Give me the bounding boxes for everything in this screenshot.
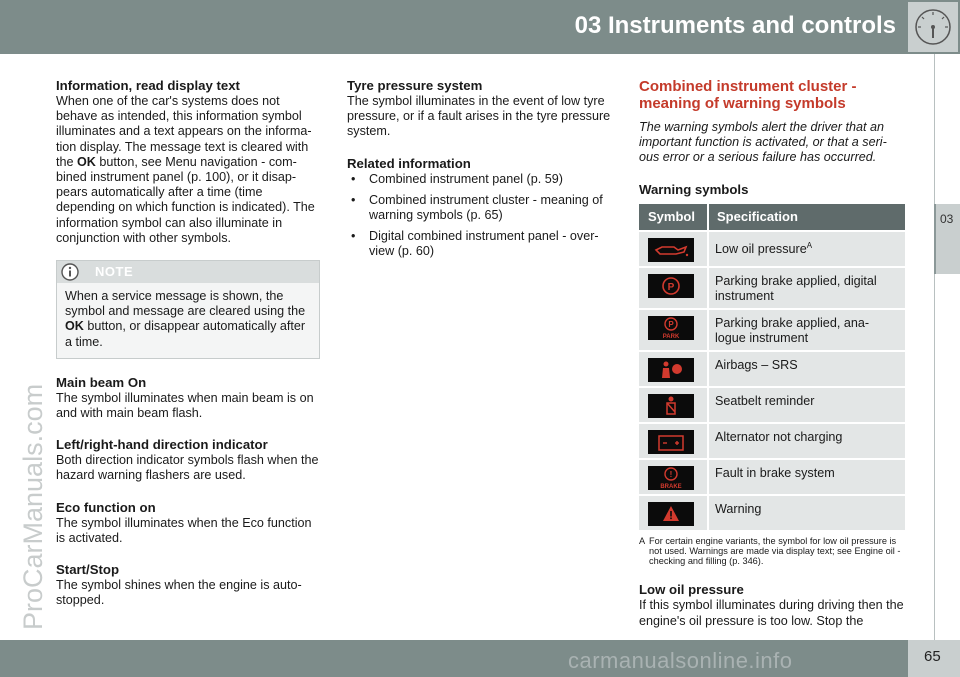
note-label: NOTE	[95, 264, 134, 280]
footnote-text: For certain engine variants, the symbol for low oil pressure is not used. Warnings are made via display text; see Engine oil - checking and filling (p. 346).	[649, 536, 901, 567]
paragraph-main-beam: The symbol illuminates when main beam is on and with main beam flash.	[56, 390, 314, 421]
heading-eco: Eco function on	[56, 499, 156, 515]
row-spec: Airbags – SRS	[709, 352, 905, 386]
parking-brake-analogue-icon	[648, 316, 694, 340]
related-link[interactable]: • Combined instrument cluster - meaning of warning symbols (p. 65)	[347, 193, 613, 223]
note-text: When a service message is shown, the symbol and message are cleared using the OK button, or disappear automatically after a time.	[65, 289, 306, 349]
brake-fault-icon	[648, 466, 694, 490]
related-link[interactable]: • Digital combined instrument panel - over-view (p. 60)	[347, 229, 613, 259]
table-row	[639, 496, 905, 530]
heading-start-stop: Start/Stop	[56, 562, 120, 578]
footnote	[639, 536, 905, 566]
battery-icon	[648, 430, 694, 454]
side-watermark: ProCarManuals.com	[18, 383, 48, 630]
row-spec: Low oil pressure$^A$	[709, 232, 905, 266]
side-divider	[934, 54, 935, 640]
heading-tyre: Tyre pressure system	[347, 78, 483, 93]
column-header-symbol: Symbol	[639, 204, 709, 230]
table-row	[639, 232, 905, 266]
footer-watermark: carmanualsonline.info	[568, 648, 793, 673]
table-row	[639, 310, 905, 350]
heading-direction: Left/right-hand direction indicator	[56, 437, 268, 453]
table-row	[639, 388, 905, 422]
page-footer	[0, 640, 960, 677]
footnote-mark: A	[639, 536, 646, 547]
page-number: 65	[924, 648, 941, 665]
note-header	[57, 261, 319, 283]
paragraph-direction: Both direction indicator symbols flash when the hazard warning flashers are used.	[56, 453, 319, 483]
page-header	[0, 0, 960, 54]
related-link[interactable]: • Combined instrument panel (p. 59)	[347, 172, 613, 187]
svg-text:!: !	[669, 470, 673, 480]
oil-can-icon	[648, 238, 694, 262]
row-spec: Parking brake applied, digital instrument	[709, 268, 905, 308]
svg-text:P: P	[668, 320, 674, 330]
row-spec: Parking brake applied, ana-logue instrument	[709, 310, 905, 350]
svg-text:BRAKE: BRAKE	[660, 484, 682, 491]
paragraph-start-stop: The symbol shines when the engine is auto-stopped.	[56, 578, 302, 608]
heading-low-oil: Low oil pressure	[639, 582, 744, 598]
chapter-tab-label: 03	[940, 212, 954, 226]
seatbelt-icon	[648, 394, 694, 418]
airbag-icon	[648, 358, 694, 382]
warning-triangle-icon	[648, 502, 694, 526]
table-header	[639, 204, 905, 230]
svg-text:P: P	[667, 281, 675, 293]
chapter-title: 03 Instruments and controls	[574, 12, 896, 39]
parking-brake-digital-icon	[648, 274, 694, 298]
section-intro: The warning symbols alert the driver that an important function is activated, or that a seri-ous error or a serious failure has occurred.	[639, 120, 887, 165]
table-row	[639, 352, 905, 386]
row-spec: Warning	[709, 496, 905, 530]
chapter-tab[interactable]	[934, 204, 960, 274]
column-3	[639, 78, 905, 629]
heading-information: Information, read display text	[56, 78, 240, 93]
row-spec: Seatbelt reminder	[709, 388, 905, 422]
paragraph-information: When one of the car's systems does not behave as intended, this information symbol illuminates and a text appears on the informa-tion display. The message text is cleared with the OK button, see Menu navigation - com-bined instrument panel (p. 100), or it disap-pears automatically after a time (time depending on which function is indicated). The information symbol can also illuminate in conjunction with other symbols.	[56, 94, 315, 245]
row-spec: Alternator not charging	[709, 424, 905, 458]
paragraph-eco: The symbol illuminates when the Eco function is activated.	[56, 515, 312, 545]
speedometer-icon	[908, 2, 958, 52]
heading-warning-symbols: Warning symbols	[639, 181, 749, 197]
warning-symbols-table	[639, 202, 905, 533]
paragraph-low-oil: If this symbol illuminates during driving then the engine's oil pressure is too low. Stop the	[639, 598, 904, 628]
heading-main-beam: Main beam On	[56, 374, 147, 390]
note-box	[56, 260, 320, 359]
info-icon	[61, 263, 79, 281]
row-spec: Fault in brake system	[709, 460, 905, 494]
related-list	[347, 172, 613, 260]
table-row	[639, 424, 905, 458]
section-title: Combined instrument cluster - meaning of warning symbols	[639, 78, 857, 112]
column-header-spec: Specification	[709, 204, 905, 230]
column-2	[347, 78, 613, 260]
paragraph-tyre: The symbol illuminates in the event of low tyre pressure, or if a fault arises in the tyre pressure system.	[347, 94, 611, 139]
table-row	[639, 268, 905, 308]
svg-text:PARK: PARK	[662, 334, 680, 341]
table-row	[639, 460, 905, 494]
column-1	[56, 78, 320, 608]
heading-related: Related information	[347, 155, 471, 171]
